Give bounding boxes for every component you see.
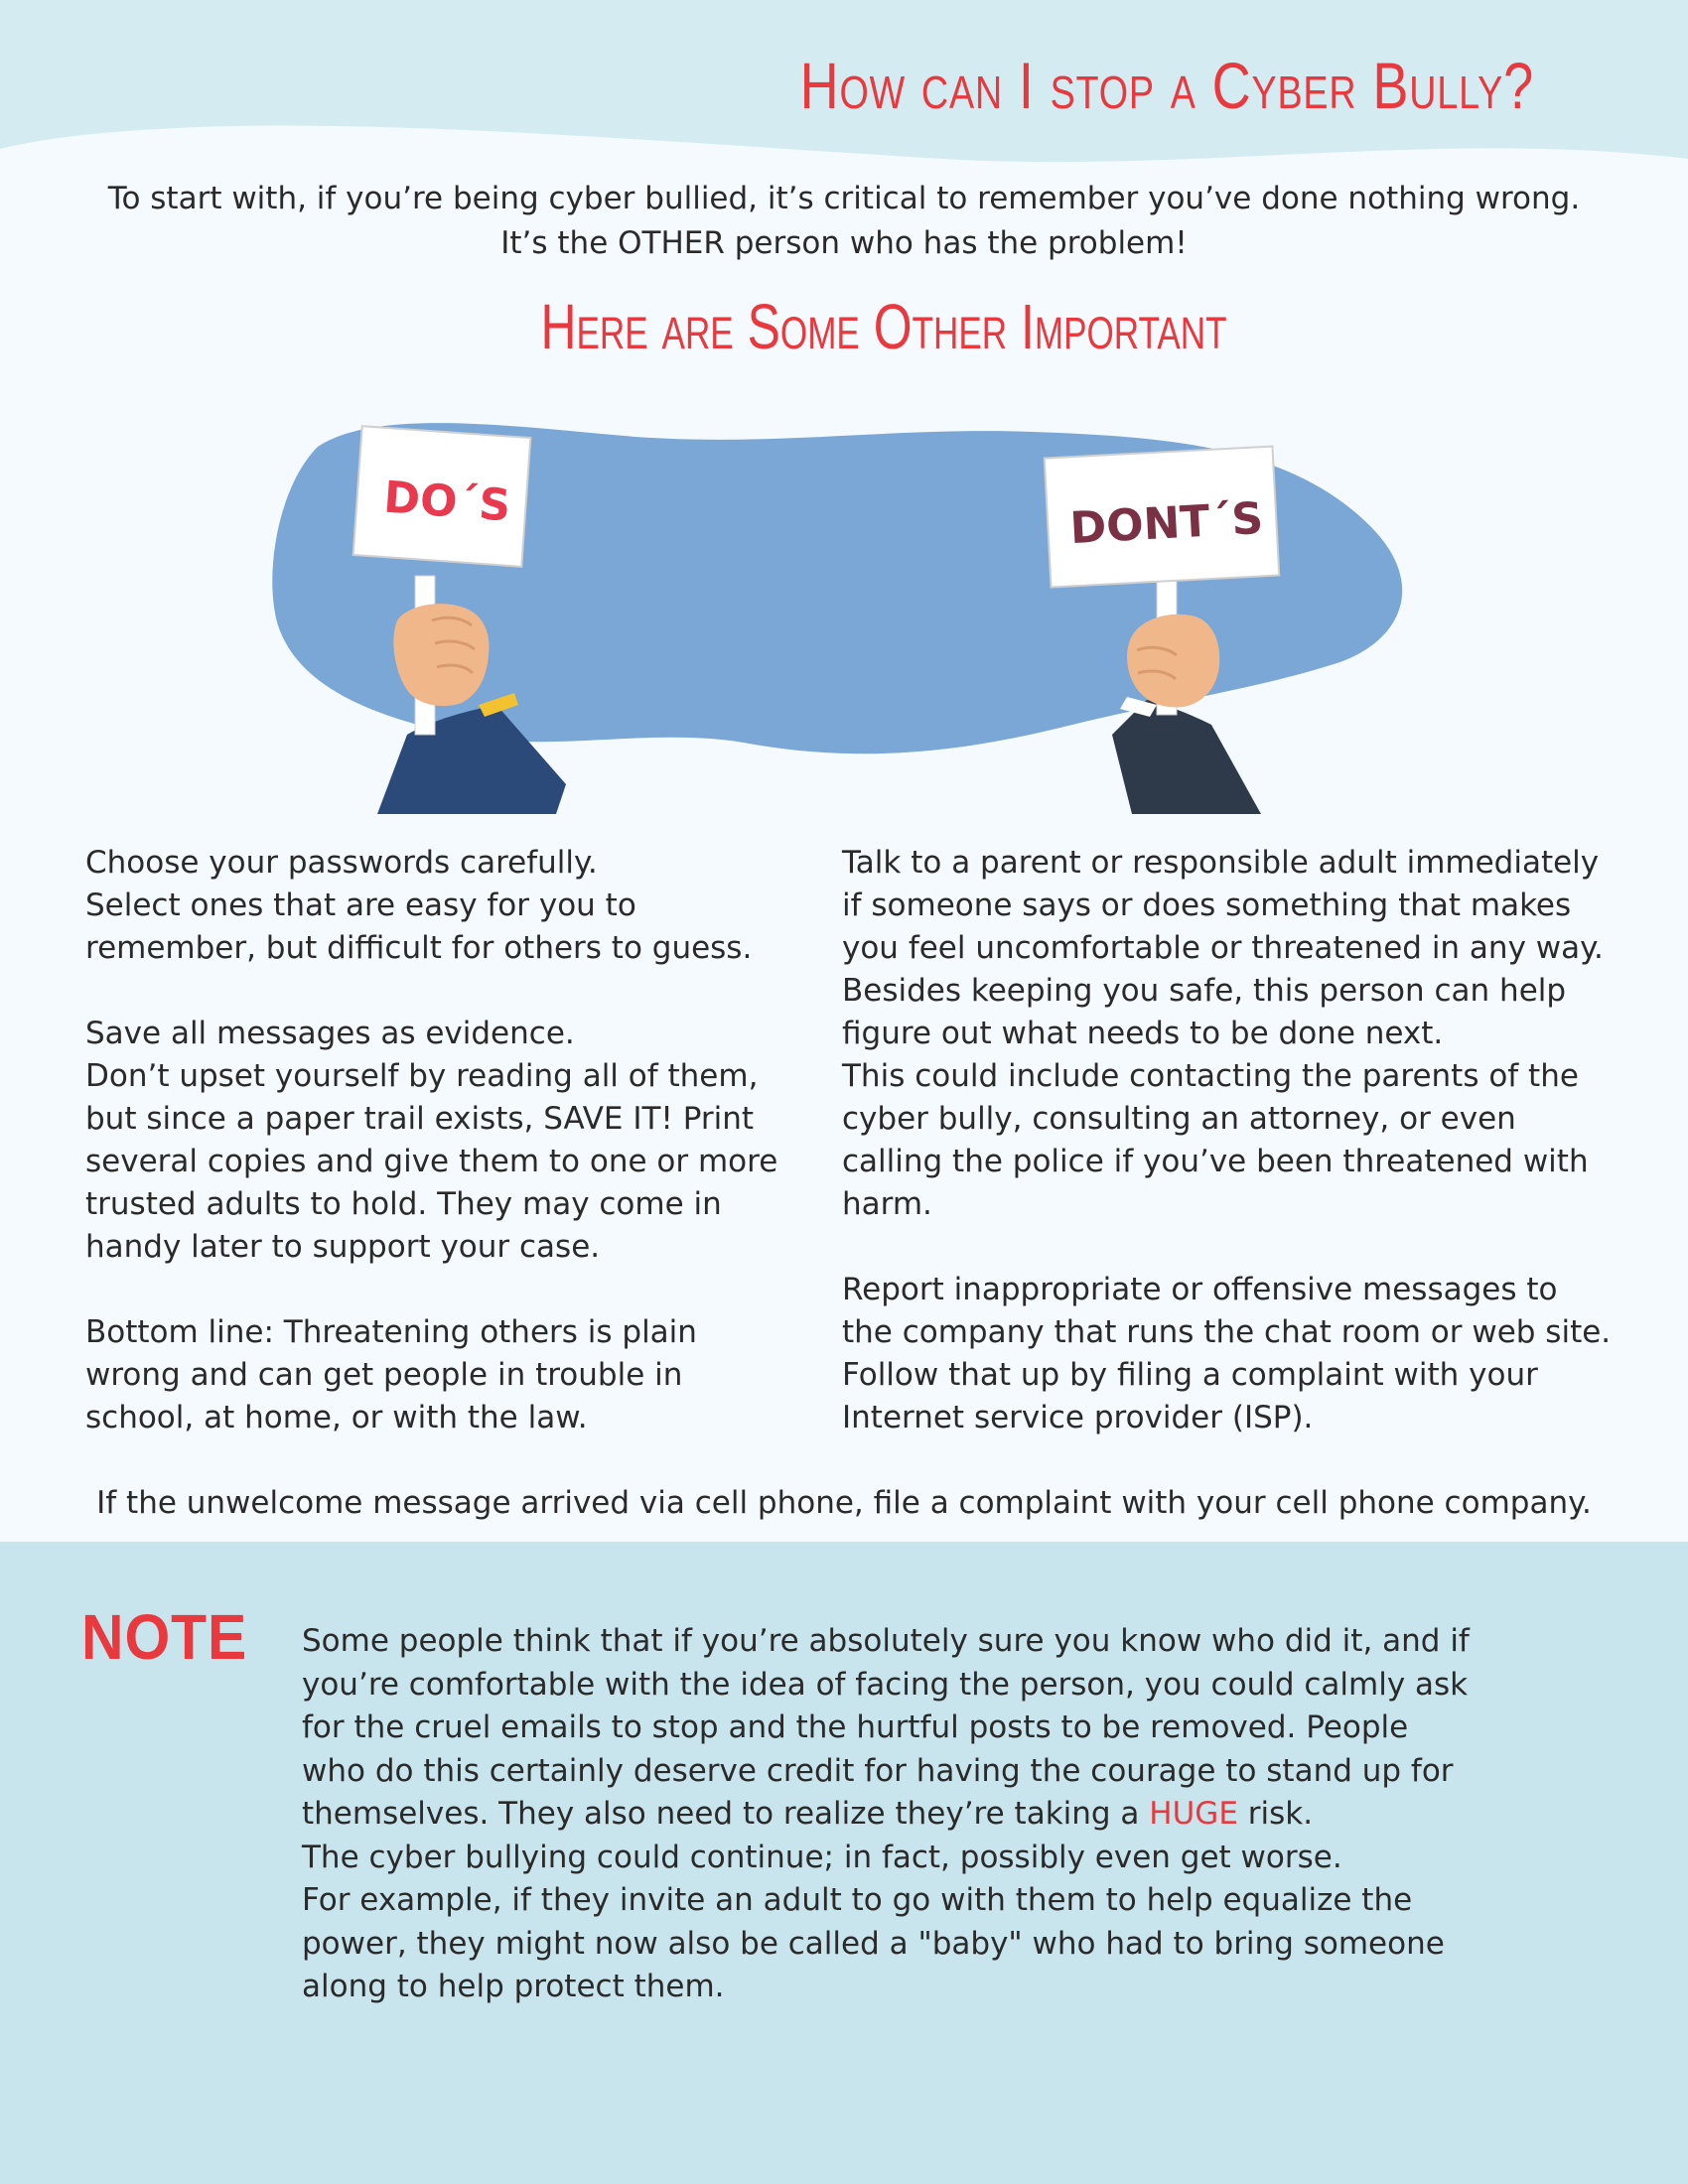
evidence-heading: Save all messages as evidence. — [85, 1016, 575, 1051]
note-line: Some people think that if you’re absolutely sure you know who did it, and if — [302, 1623, 1470, 1659]
note-label: NOTE — [81, 1601, 248, 1673]
note-line: power, they might now also be called a "baby" who had to bring someone — [302, 1925, 1445, 1962]
report-line-2: Follow that up by filing a complaint with your Internet service provider (ISP). — [842, 1357, 1538, 1435]
cell-phone-tip: If the unwelcome message arrived via cell phone, file a complaint with your cell phone company. — [96, 1485, 1592, 1521]
right-column — [842, 842, 1617, 1482]
intro-line-2: It’s the OTHER person who has the problem! — [500, 225, 1188, 261]
report-line-1: Report inappropriate or offensive messages to the company that runs the chat room or web site. — [842, 1272, 1612, 1350]
talk-adult-line-1: Talk to a parent or responsible adult immediately if someone says or does something that makes you feel uncomfortable or threatened in any way. — [842, 845, 1604, 966]
note-line — [302, 1793, 1454, 1837]
note-line: for the cruel emails to stop and the hurtful posts to be removed. People — [302, 1709, 1409, 1745]
note-line: For example, if they invite an adult to go with them to help equalize the — [302, 1882, 1413, 1918]
report-tip — [842, 1269, 1617, 1439]
bottom-line-tip: Bottom line: Threatening others is plain wrong and can get people in trouble in school, at home, or with the law. — [85, 1314, 697, 1435]
donts-label: DONT´S — [1068, 492, 1265, 555]
note-line-5-end: risk. — [1237, 1796, 1314, 1832]
huge-emphasis: HUGE — [1149, 1796, 1238, 1832]
note-line: you’re comfortable with the idea of facing the person, you could calmly ask — [302, 1666, 1469, 1703]
passwords-detail: Select ones that are easy for you to remember, but difficult for others to guess. — [85, 887, 753, 966]
page-title: How can I stop a Cyber Bully? — [799, 49, 1534, 122]
passwords-tip — [85, 842, 800, 970]
note-line-5-start: themselves. They also need to realize they’re taking a — [302, 1796, 1150, 1832]
talk-adult-tip — [842, 842, 1617, 1226]
intro-text — [0, 177, 1688, 266]
passwords-heading: Choose your passwords carefully. — [85, 845, 598, 881]
note-line: along to help protect them. — [302, 1969, 725, 2004]
left-column — [85, 842, 800, 1482]
evidence-detail: Don’t upset yourself by reading all of them, but since a paper trail exists, SAVE IT! Print several copies and give them to one or more trusted adults to hold. They may come in handy later to support your case. — [85, 1058, 778, 1265]
section-subtitle: Here are Some Other Important — [540, 291, 1227, 362]
dos-donts-illustration — [258, 407, 1470, 814]
intro-line-1: To start with, if you’re being cyber bullied, it’s critical to remember you’ve done nothing wrong. — [107, 181, 1581, 216]
note-line: who do this certainly deserve credit for having the courage to stand up for — [302, 1752, 1454, 1789]
talk-adult-line-2: Besides keeping you safe, this person can help figure out what needs to be done next. — [842, 973, 1567, 1051]
dos-label: DO´S — [381, 472, 512, 532]
talk-adult-line-3: This could include contacting the parents of the cyber bully, consulting an attorney, or even calling the police if you’ve been threatened with harm. — [842, 1058, 1589, 1222]
evidence-tip — [85, 1013, 800, 1269]
note-text — [302, 1620, 1470, 2009]
note-line: The cyber bullying could continue; in fact, possibly even get worse. — [302, 1839, 1342, 1875]
